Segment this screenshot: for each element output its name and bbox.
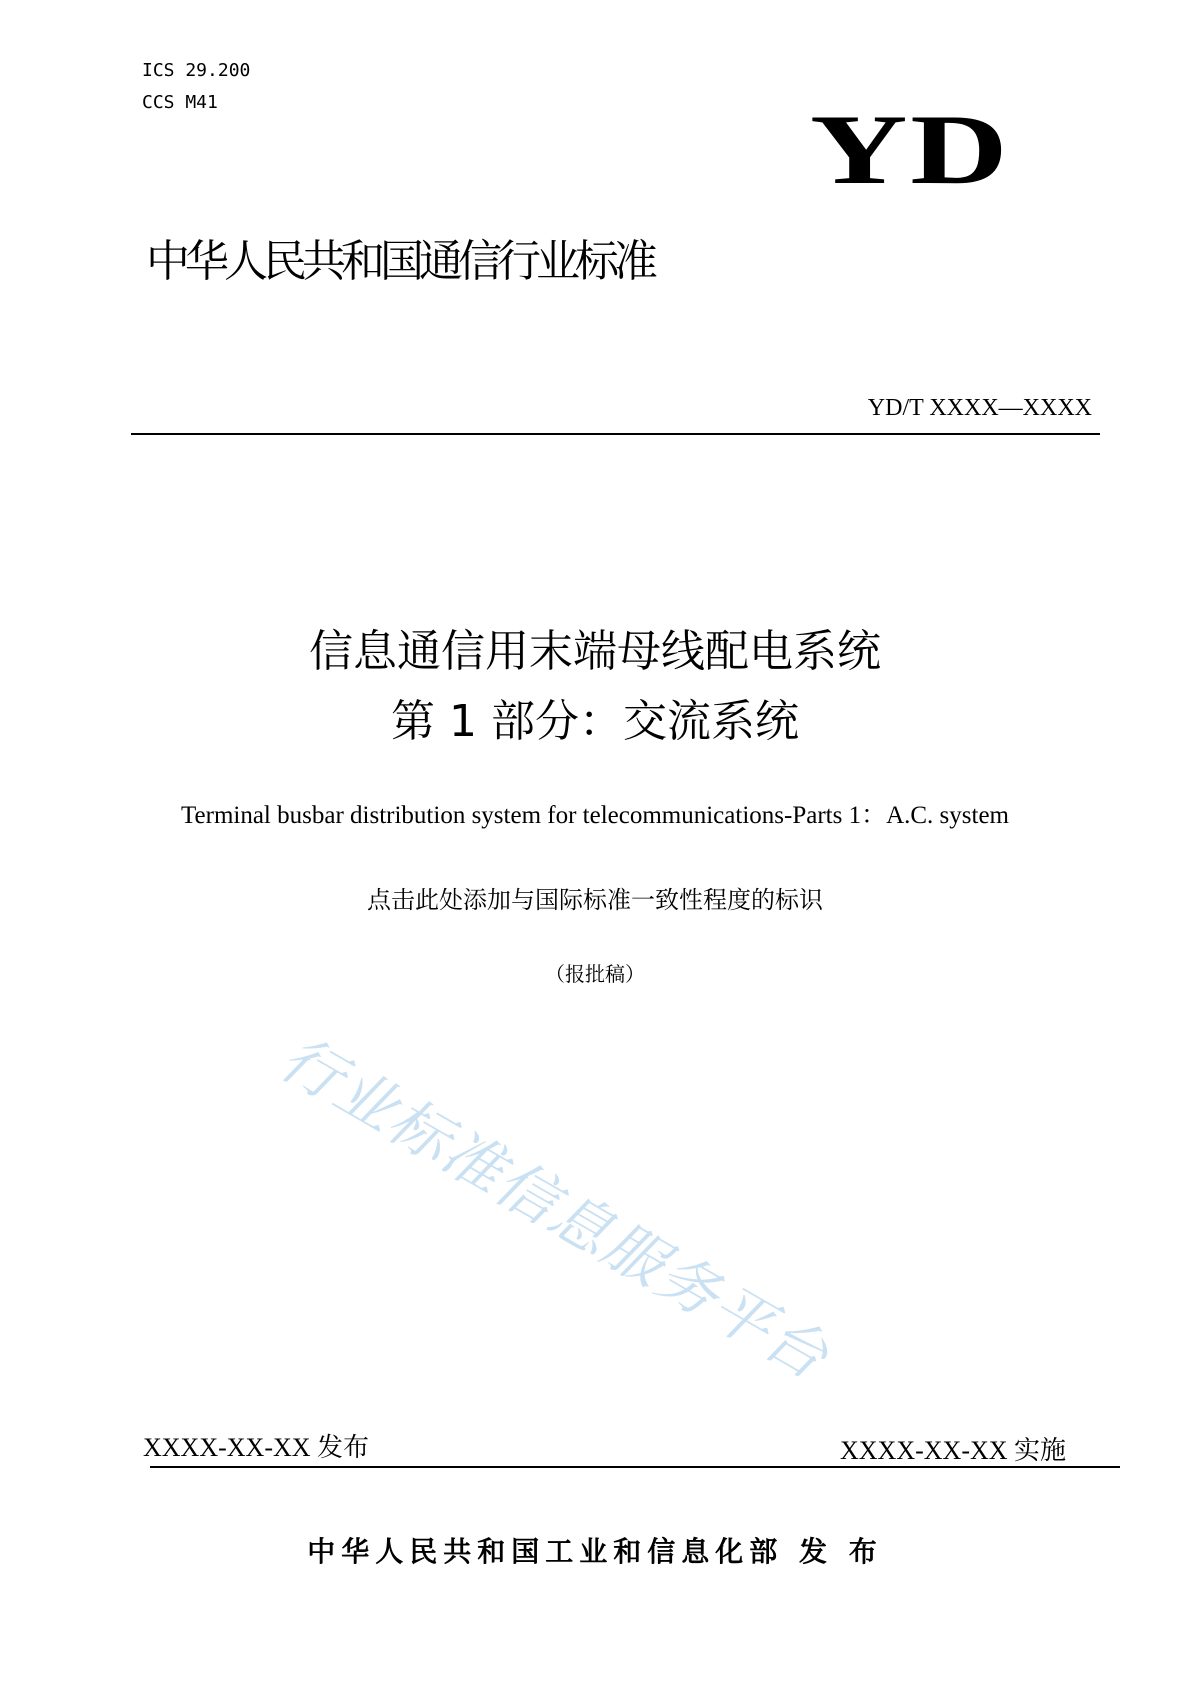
- consistency-placeholder[interactable]: 点击此处添加与国际标准一致性程度的标识: [367, 888, 823, 914]
- yd-logo: YD: [810, 94, 1011, 205]
- standard-number: YD/T XXXX—XXXX: [867, 395, 1092, 421]
- issuer: 中华人民共和国工业和信息化部 发 布: [307, 1535, 883, 1568]
- ics-code: ICS 29.200: [142, 60, 251, 81]
- standard-type-title: 中华人民共和国通信行业标准: [146, 236, 653, 287]
- draft-status: （报批稿）: [545, 964, 645, 986]
- publish-date: XXXX-XX-XX 发布: [143, 1433, 370, 1462]
- document-title-line1: 信息通信用末端母线配电系统: [309, 626, 881, 677]
- ccs-code: CCS M41: [142, 92, 218, 113]
- document-title-english: Terminal busbar distribution system for telecommunications-Parts 1：A.C. system: [181, 802, 1009, 829]
- footer-divider: [150, 1466, 1120, 1468]
- effective-date: XXXX-XX-XX 实施: [840, 1436, 1067, 1465]
- document-title-line2: 第 1 部分：交流系统: [391, 696, 799, 747]
- header-divider: [131, 433, 1100, 435]
- watermark: 行业标准信息服务平台: [268, 1023, 841, 1394]
